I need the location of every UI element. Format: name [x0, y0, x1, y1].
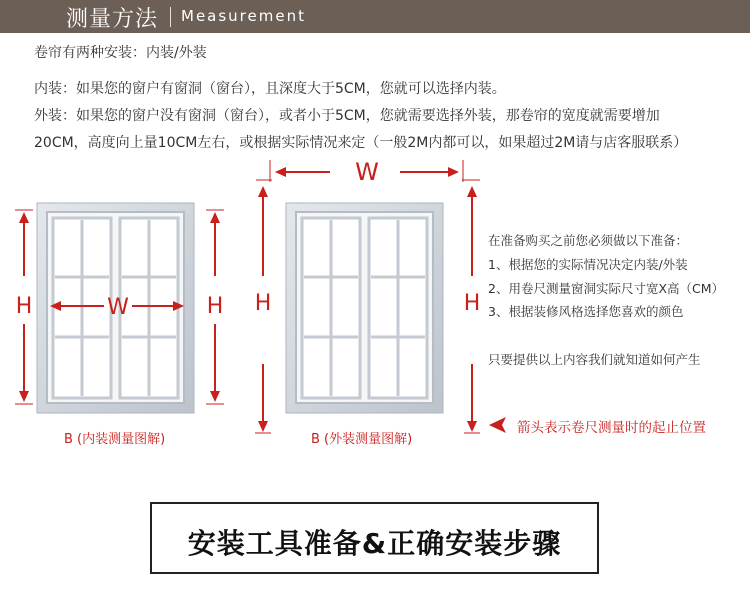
intro-line-2: 内装：如果您的窗户有窗洞（窗台），且深度大于5CM，您就可以选择内装。 — [34, 81, 506, 97]
label-w-inner: W — [107, 295, 129, 320]
label-h-inner-right: H — [206, 294, 224, 319]
label-w-outer: W — [355, 158, 379, 186]
intro-line-3: 外装：如果您的窗户没有窗洞（窗台），或者小于5CM，您就需要选择外装，那卷帘的宽度就需要增加 — [34, 108, 660, 124]
label-h-outer-right: H — [463, 291, 481, 316]
prep-item-3: 3、根据装修风格选择您喜欢的颜色 — [488, 304, 684, 319]
banner-title: 安装工具准备&正确安装步骤 — [187, 527, 562, 560]
install-steps-banner — [150, 502, 599, 574]
header-subtitle: Measurement — [181, 7, 306, 25]
caption-inner-mount: B (内装测量图解) — [64, 432, 166, 447]
prep-item-1: 1、根据您的实际情况决定内装/外装 — [488, 257, 688, 272]
header-title: 测量方法 — [66, 7, 159, 32]
prep-intro: 在准备购买之前您必须做以下准备： — [488, 233, 689, 248]
label-h-outer-left: H — [254, 291, 272, 316]
arrow-note: 箭头表示卷尺测量时的起止位置 — [517, 420, 706, 436]
window-outer — [286, 203, 443, 413]
prep-closing: 只要提供以上内容我们就知道如何产生 — [488, 352, 701, 367]
intro-line-1: 卷帘有两种安装：内装/外装 — [34, 45, 207, 61]
prep-item-2: 2、用卷尺测量窗洞实际尺寸宽X高（CM） — [488, 281, 725, 296]
caption-outer-mount: B (外装测量图解) — [311, 432, 413, 447]
label-h-left: H — [15, 294, 33, 319]
intro-line-4: 20CM，高度向上量10CM左右，或根据实际情况来定（一般2M内都可以，如果超过2M请与店客服联系） — [34, 135, 688, 151]
